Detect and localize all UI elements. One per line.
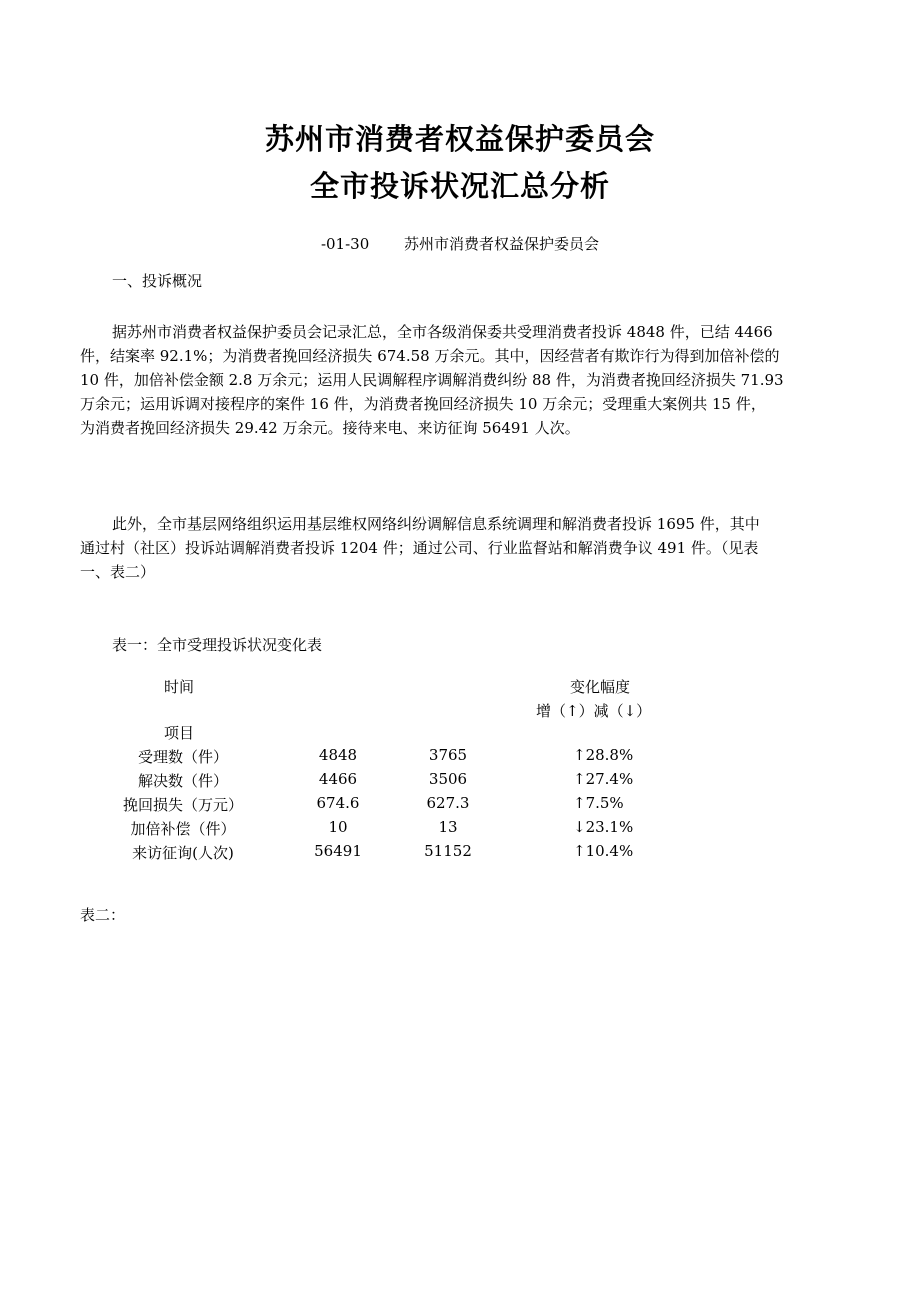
- paragraph-line: 为消费者挽回经济损失 29.42 万余元。接待来电、来访征询 56491 人次。: [80, 419, 580, 437]
- paragraph-line: 10 件，加倍补偿金额 2.8 万余元；运用人民调解程序调解消费纠纷 88 件，为消费者挽回经济损失 71.93: [80, 371, 784, 389]
- table-row: [0, 794, 920, 818]
- table-row: [0, 842, 920, 866]
- row-previous: 3765: [428, 746, 468, 764]
- row-previous: 51152: [424, 842, 472, 860]
- document-date: -01-30: [320, 235, 370, 253]
- table1-header-time: 时间: [164, 678, 195, 696]
- paragraph-line: 万余元；运用诉调对接程序的案件 16 件，为消费者挽回经济损失 10 万余元；受理重大案例共 15 件，: [80, 395, 766, 413]
- row-label: 挽回损失（万元）: [122, 796, 243, 814]
- row-current: 4848: [318, 746, 358, 764]
- paragraph-line: 据苏州市消费者权益保护委员会记录汇总，全市各级消保委共受理消费者投诉 4848 件，已结 4466: [112, 323, 773, 341]
- table-row: [0, 818, 920, 842]
- paragraph-line: 件，结案率 92.1%；为消费者挽回经济损失 674.58 万余元。其中，因经营者有欺诈行为得到加倍补偿的: [80, 347, 780, 365]
- section-heading-overview: 一、投诉概况: [112, 272, 203, 290]
- row-change: ↑28.8%: [573, 746, 634, 764]
- table-row: [0, 770, 920, 794]
- row-previous: 13: [438, 818, 458, 836]
- row-change: ↑27.4%: [573, 770, 634, 788]
- table2-caption: 表二：: [80, 906, 126, 924]
- row-previous: 627.3: [426, 794, 470, 812]
- table1-header-change: 变化幅度: [570, 678, 631, 696]
- document-title-line-1: 苏州市消费者权益保护委员会: [264, 122, 655, 156]
- row-current: 674.6: [316, 794, 360, 812]
- document-meta: [0, 233, 920, 254]
- row-current: 4466: [318, 770, 358, 788]
- document-title-line-2: 全市投诉状况汇总分析: [309, 169, 610, 203]
- table1-header-item: 项目: [164, 724, 195, 742]
- paragraph-line: 一、表二）: [80, 563, 156, 581]
- table-row: [0, 746, 920, 770]
- table1-caption: 表一：全市受理投诉状况变化表: [112, 636, 323, 654]
- row-current: 10: [328, 818, 348, 836]
- table1-header-updown: 增（↑）减（↓）: [536, 702, 652, 720]
- row-previous: 3506: [428, 770, 468, 788]
- row-change: ↑7.5%: [573, 794, 624, 812]
- paragraph-overview: [80, 320, 840, 440]
- row-label: 解决数（件）: [137, 772, 228, 790]
- row-change: ↓23.1%: [573, 818, 634, 836]
- row-label: 受理数（件）: [137, 748, 228, 766]
- row-label: 来访征询(人次): [132, 844, 234, 862]
- row-label: 加倍补偿（件）: [130, 820, 236, 838]
- row-current: 56491: [314, 842, 362, 860]
- document-org: 苏州市消费者权益保护委员会: [404, 235, 600, 253]
- row-change: ↑10.4%: [573, 842, 634, 860]
- paragraph-line: 通过村（社区）投诉站调解消费者投诉 1204 件；通过公司、行业监督站和解消费争议 491 件。（见表: [80, 539, 759, 557]
- paragraph-grassroots: [80, 512, 840, 584]
- paragraph-line: 此外，全市基层网络组织运用基层维权网络纠纷调解信息系统调理和解消费者投诉 1695 件，其中: [112, 515, 760, 533]
